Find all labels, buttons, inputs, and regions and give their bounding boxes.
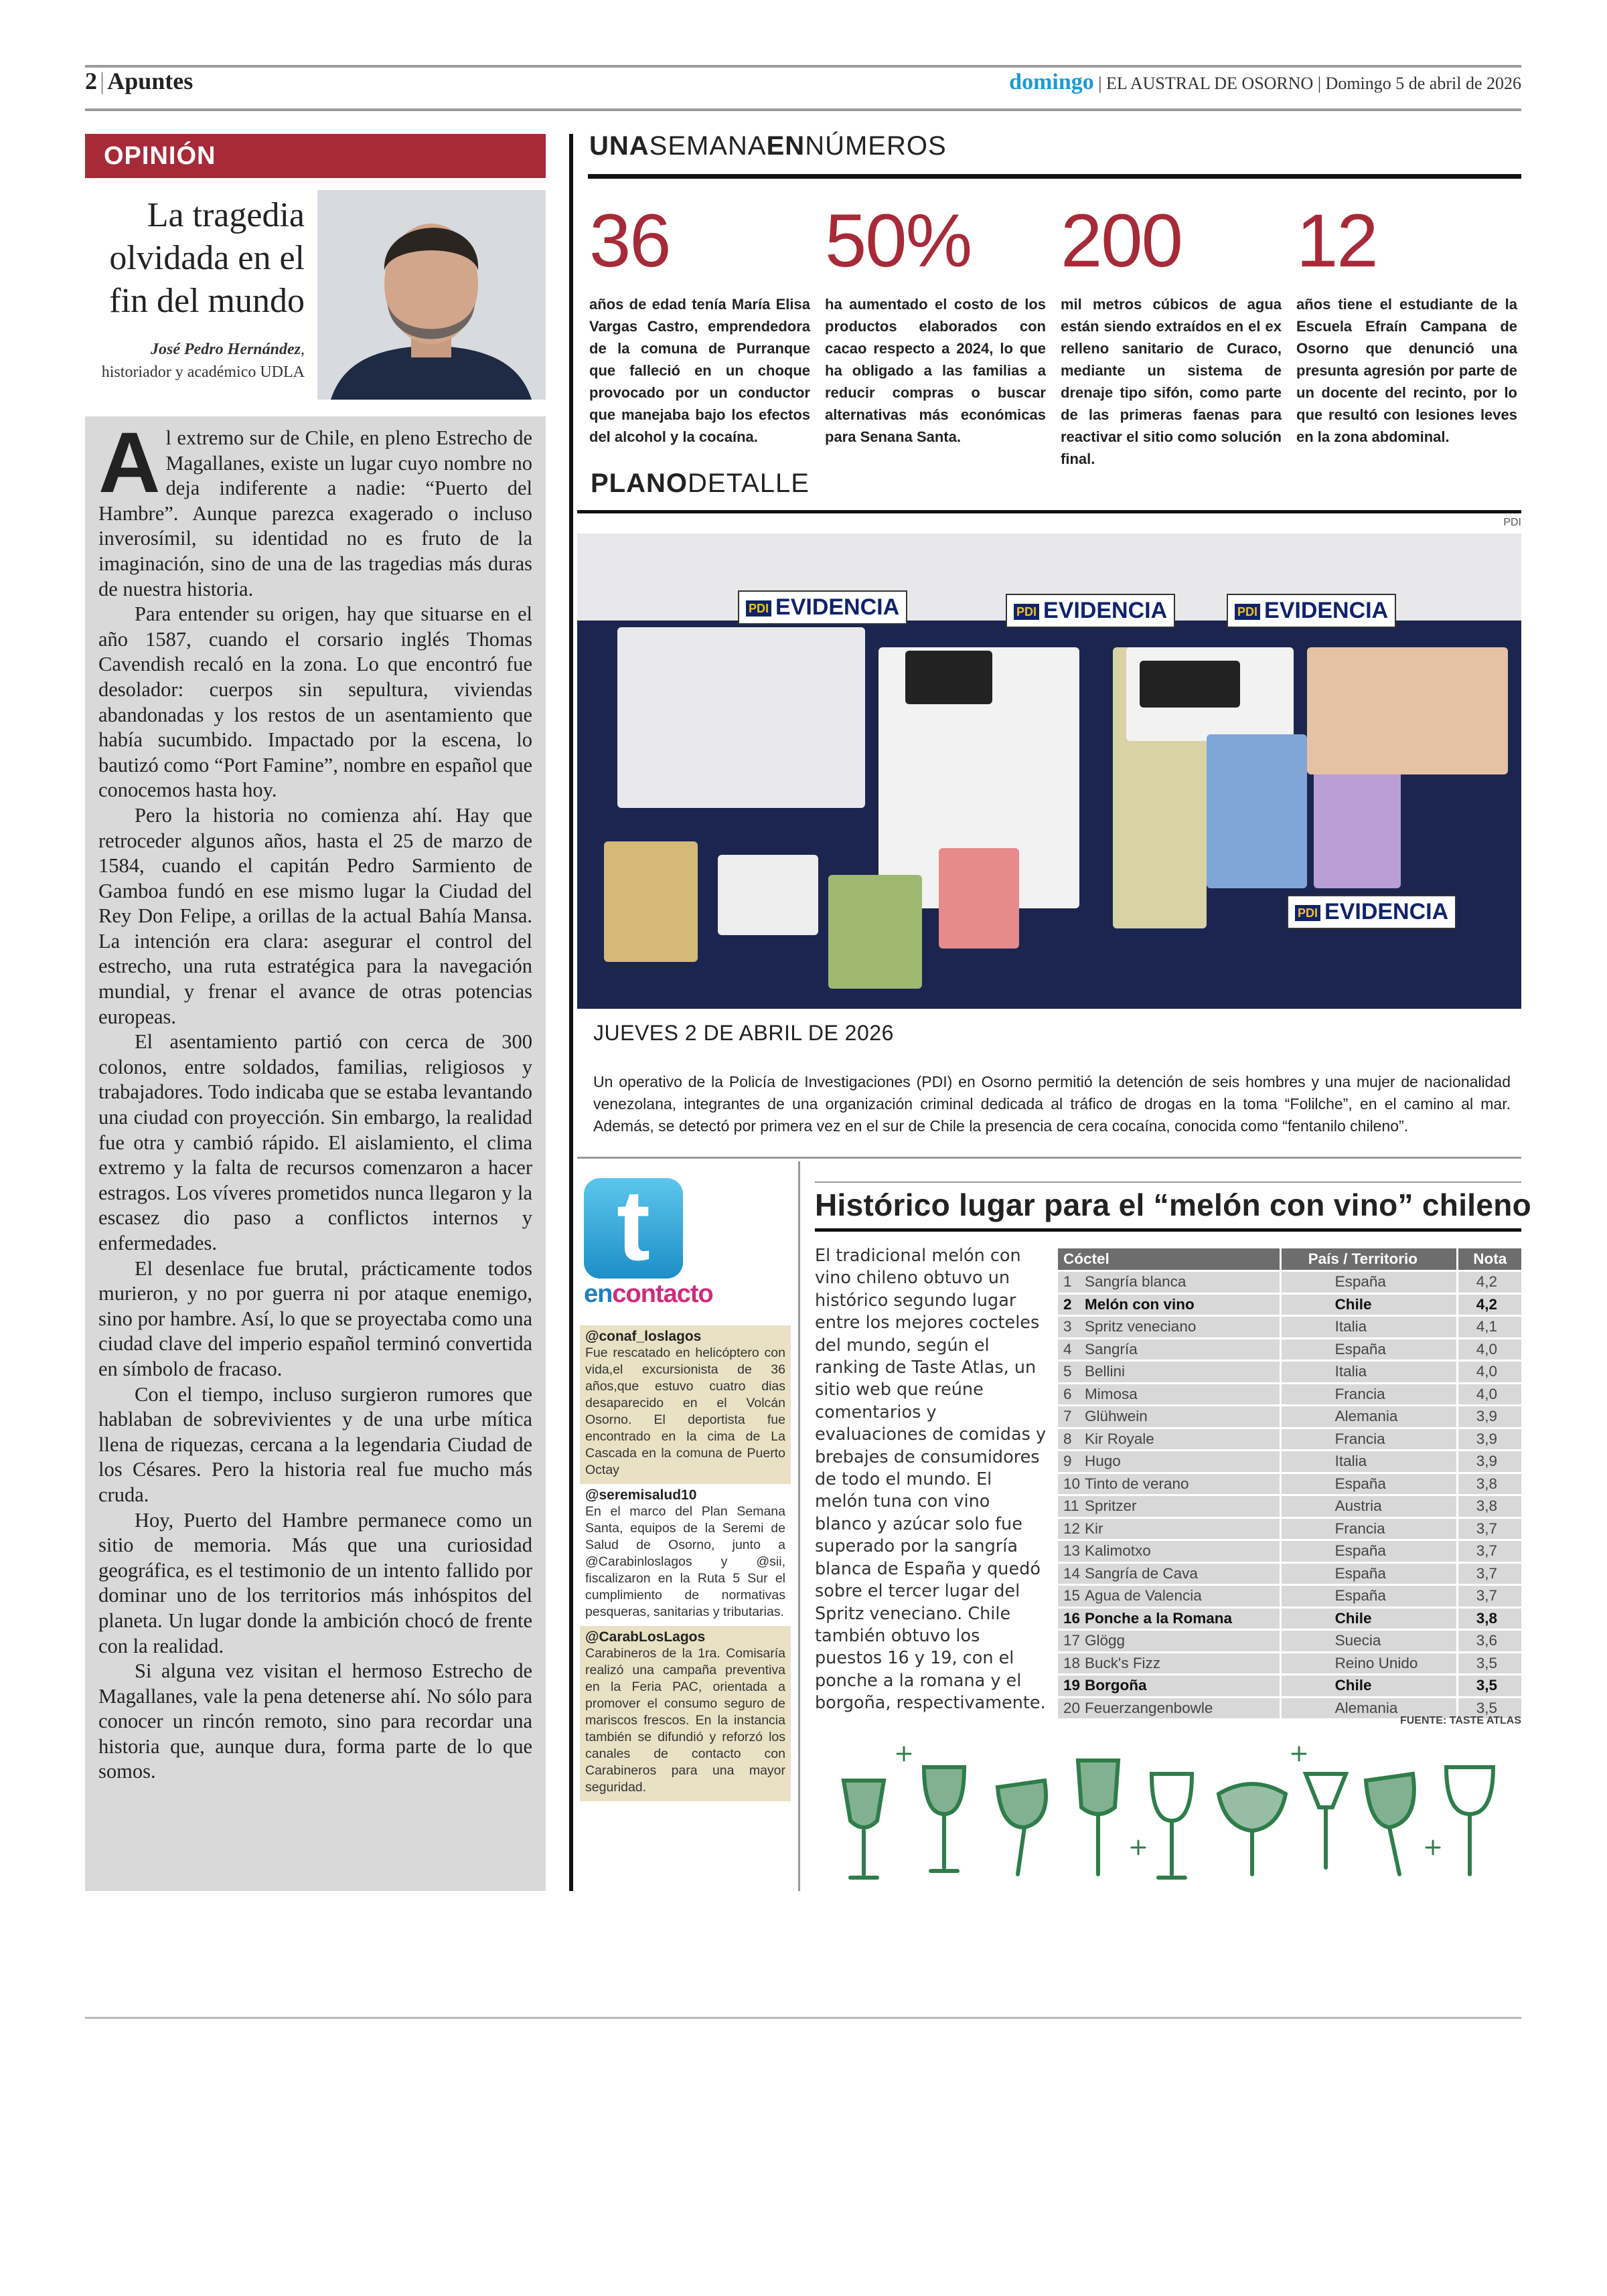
page-number: 2	[85, 68, 97, 94]
cocktail-name: Melón con vino	[1085, 1295, 1195, 1313]
column-divider	[798, 1161, 800, 1891]
table-row	[1058, 1586, 1521, 1607]
table-row	[1058, 1272, 1521, 1293]
byline	[87, 338, 305, 384]
cocktail-name: Agua de Valencia	[1085, 1587, 1202, 1605]
table-row	[1058, 1541, 1521, 1562]
country-cell: Chile	[1280, 1609, 1457, 1629]
country-cell: España	[1280, 1541, 1457, 1562]
rank: 3	[1063, 1318, 1072, 1335]
paragraph: Pero la historia no comienza ahí. Hay que retroceder algunos años, hasta el 25 de marzo de 1584, cuando el capitán Pedro Sarmiento de Gamboa fundó en ese mismo lugar la Ciudad del Rey Don Felipe, a orillas de la actual Bahía Mansa. La intención era clara: asegurar el control del estrecho, una ruta estratégica para la navegación mundial, y frenar el avance de otras potencias europeas.	[98, 803, 532, 1028]
cocktail-cell	[1058, 1519, 1280, 1540]
table-row	[1058, 1317, 1521, 1337]
table-row	[1058, 1609, 1521, 1629]
tweet-list	[580, 1325, 791, 1801]
big-number: 50%	[825, 199, 972, 282]
big-number: 12	[1296, 199, 1377, 282]
cocktail-cell	[1058, 1653, 1280, 1674]
col-header-country: País / Territorio	[1280, 1248, 1457, 1270]
rank: 10	[1063, 1475, 1081, 1492]
twitter-icon: t	[584, 1178, 683, 1279]
country-cell: Reino Unido	[1280, 1653, 1457, 1674]
cocktail-name: Tinto de verano	[1085, 1475, 1189, 1492]
tweet-text: Fue rescatado en helicóptero con vida,el excursionista de 36 años,que estuvo cuatro dias desaparecido en el Volcán Osorno. El deportista fue encontrado en la cima de La Cascada en la comuna de Puerto Octay	[585, 1345, 785, 1477]
cocktail-cell	[1058, 1609, 1280, 1629]
score-cell: 4,0	[1456, 1362, 1521, 1382]
rank: 9	[1063, 1453, 1072, 1470]
country-cell: Italia	[1280, 1451, 1457, 1472]
cocktail-name: Kalimotxo	[1085, 1542, 1151, 1560]
table-row	[1058, 1675, 1521, 1696]
cocktail-name: Feuerzangenbowle	[1085, 1699, 1213, 1716]
cocktail-cell	[1058, 1451, 1280, 1472]
cocktail-name: Buck's Fizz	[1085, 1654, 1161, 1671]
cocktail-name: Borgoña	[1085, 1677, 1147, 1694]
cocktail-cell	[1058, 1541, 1280, 1562]
cocktail-cell	[1058, 1496, 1280, 1517]
cocktail-name: Kir Royale	[1085, 1430, 1154, 1447]
number-description: mil metros cúbicos de agua están siendo extraídos en el ex relleno sanitario de Curaco, mediante un sistema de drenaje tipo sifón, como parte de las primeras faenas para reactivar el sitio como solución final.	[1061, 296, 1282, 467]
table-row	[1058, 1496, 1521, 1517]
rank: 19	[1063, 1677, 1081, 1694]
rank: 20	[1063, 1699, 1081, 1716]
cocktail-ranking-table	[1058, 1246, 1521, 1720]
score-cell: 3,8	[1456, 1496, 1521, 1517]
masthead: domingo | EL AUSTRAL DE OSORNO | Domingo 5 de abril de 2026	[1009, 70, 1521, 94]
paragraph: Con el tiempo, incluso surgieron rumores que hablaban de sobrevivientes y de una urbe mítica llena de riquezas, cercana a la legendaria Ciudad de los Césares. Pero la historia real fue mucho más cruda.	[98, 1382, 532, 1506]
table-row	[1058, 1519, 1521, 1540]
glass-icon	[1219, 1784, 1286, 1874]
cocktail-name: Mimosa	[1085, 1385, 1138, 1402]
sparkle-icon	[897, 1747, 1440, 1854]
table-row	[1058, 1362, 1521, 1382]
cocktail-name: Hugo	[1085, 1453, 1121, 1470]
col-header-score: Nota	[1456, 1248, 1521, 1270]
table-row	[1058, 1474, 1521, 1495]
cocktail-cell	[1058, 1698, 1280, 1719]
score-cell: 3,5	[1456, 1698, 1521, 1719]
table-source: FUENTE: TASTE ATLAS	[1399, 1715, 1521, 1726]
table-row	[1058, 1429, 1521, 1450]
paragraph: l extremo sur de Chile, en pleno Estrecho de Magallanes, existe un lugar cuyo nombre no deja indiferente a nadie: “Puerto del Hambre”. Aunque parezca exagerado o incluso inverosímil, su identidad no es fruto de la imaginación, sino de una de las tragedias más duras de nuestra historia.	[98, 426, 532, 600]
table-row	[1058, 1295, 1521, 1315]
evidence-sign: PDI EVIDENCIA	[1227, 594, 1396, 628]
tweet-handle[interactable]: @conaf_loslagos	[585, 1329, 702, 1344]
big-number: 36	[589, 199, 670, 282]
glass-icon	[924, 1767, 964, 1871]
cocktail-cell	[1058, 1429, 1280, 1450]
drop-cap: A	[98, 415, 161, 511]
col-header-cocktail: Cóctel	[1058, 1248, 1280, 1270]
country-cell: Chile	[1280, 1295, 1457, 1315]
tweet-text: Carabineros de la 1ra. Comisaría realizó una campaña preventiva en la Feria PAC, orientada a promover el consumo seguro de mariscos frescos. En la instancia también se difundió y reforzó los canales de contacto con Carabineros para una mayor seguridad.	[585, 1646, 785, 1795]
cocktail-cell	[1058, 1586, 1280, 1607]
score-cell: 3,5	[1456, 1653, 1521, 1674]
country-cell: España	[1280, 1586, 1457, 1607]
melon-headline: Histórico lugar para el “melón con vino” chileno	[815, 1181, 1521, 1232]
author-name: José Pedro Hernández	[151, 341, 301, 358]
cocktail-cell	[1058, 1675, 1280, 1696]
rank: 1	[1063, 1273, 1072, 1291]
rank: 16	[1063, 1609, 1081, 1627]
paragraph: Para entender su origen, hay que situarse en el año 1587, cuando el corsario inglés Thomas Cavendish recaló en la zona. Lo que encontró fue desolador: cuerpos sin sepultura, viviendas abandonadas y los restos de un asentamiento que había sucumbido. Impactado por la escena, lo bautizó como “Port Famine”, nombre en español que conocemos hasta hoy.	[98, 602, 532, 802]
top-rule	[85, 65, 1521, 68]
cocktail-name: Ponche a la Romana	[1085, 1609, 1233, 1627]
photo-date: JUEVES 2 DE ABRIL DE 2026	[593, 1021, 894, 1045]
paragraph: El asentamiento partió con cerca de 300 colonos, entre soldados, familias, religiosos y trabajadores. Todo indicaba que se estaba levantando una ciudad con proyección. Sin embargo, la realidad fue otra y cambió rápido. El aislamiento, el clima extremo y la falta de recursos comenzaron a hacer estragos. Los víveres prometidos nunca llegaron y la escasez dio paso a conflictos internos y enfermedades.	[98, 1030, 532, 1254]
country-cell: Italia	[1280, 1362, 1457, 1382]
newspaper-name: EL AUSTRAL DE OSORNO	[1105, 74, 1314, 93]
rank: 13	[1063, 1542, 1081, 1560]
glass-icon	[844, 1781, 884, 1878]
numbers-rule	[588, 174, 1521, 179]
country-cell: Suecia	[1280, 1631, 1457, 1651]
cocktail-cell	[1058, 1474, 1280, 1495]
cocktail-name: Spritzer	[1085, 1497, 1137, 1515]
score-cell: 3,7	[1456, 1586, 1521, 1607]
glass-icon	[1152, 1774, 1192, 1878]
table-row	[1058, 1451, 1521, 1472]
table-row	[1058, 1406, 1521, 1427]
tweet-text: En el marco del Plan Semana Santa, equipos de la Seremi de Salud de Osorno, junto a @Carabinloslagos y @sii, fiscalizaron en la Ruta 5 Sur el cumplimiento de normativas pesqueras, sanitarias y tributarias.	[585, 1504, 785, 1619]
glass-icon	[1446, 1767, 1493, 1874]
tweet-handle[interactable]: @CarabLosLagos	[585, 1629, 706, 1645]
tweet-handle[interactable]: @seremisalud10	[585, 1487, 697, 1503]
opinion-label: OPINIÓN	[85, 134, 546, 178]
rank: 2	[1063, 1295, 1072, 1313]
rank: 12	[1063, 1520, 1081, 1537]
plano-title: PLANODETALLE	[591, 469, 810, 498]
cocktail-cell	[1058, 1295, 1280, 1315]
cocktail-name: Sangría de Cava	[1085, 1564, 1198, 1582]
evidence-sign: PDI EVIDENCIA	[1006, 594, 1175, 628]
score-cell: 3,9	[1456, 1451, 1521, 1472]
score-cell: 4,1	[1456, 1317, 1521, 1337]
score-cell: 4,0	[1456, 1339, 1521, 1360]
table-row	[1058, 1631, 1521, 1651]
cocktail-cell	[1058, 1406, 1280, 1427]
tweet	[580, 1325, 791, 1484]
tweet	[580, 1626, 791, 1801]
score-cell: 3,7	[1456, 1564, 1521, 1584]
wine-glasses-illustration	[824, 1740, 1521, 1891]
score-cell: 3,8	[1456, 1474, 1521, 1495]
number-item	[589, 201, 810, 448]
country-cell: España	[1280, 1339, 1457, 1360]
score-cell: 3,6	[1456, 1631, 1521, 1651]
cocktail-cell	[1058, 1564, 1280, 1584]
issue-date: Domingo 5 de abril de 2026	[1325, 74, 1521, 93]
country-cell: España	[1280, 1272, 1457, 1293]
rank: 5	[1063, 1363, 1072, 1380]
cocktail-name: Kir	[1085, 1520, 1103, 1537]
section-rule	[577, 1157, 1521, 1159]
paragraph: El desenlace fue brutal, prácticamente todos murieron, y no por guerra ni por ataque enemigo, sino por hambre. Así, lo que se proyectaba como una ciudad clave del imperio español terminó convertida en símbolo de fracaso.	[98, 1256, 532, 1380]
photo-credit: PDI	[1503, 517, 1521, 528]
number-description: años tiene el estudiante de la Escuela Efraín Campana de Osorno que denunció una presunta agresión por parte de un docente del recinto, por lo que resultó con lesiones leves en la zona abdominal.	[1296, 296, 1517, 445]
glass-icon	[1366, 1774, 1414, 1874]
tweet	[580, 1484, 791, 1626]
rank: 18	[1063, 1654, 1081, 1671]
melon-body: El tradicional melón con vino chileno obtuvo un histórico segundo lugar entre los mejores cocteles del mundo, según el ranking de Taste Atlas, un sitio web que reúne comentarios y evaluaciones de comidas y brebajes de consumidores de todo el mundo. El melón tuna con vino blanco y azúcar solo fue superado por la sangría blanca de España y quedó sobre el tercer lugar del Spritz veneciano. Chile también obtuvo los puestos 16 y 19, con el ponche a la romana y el borgoña, respectivamente.	[815, 1246, 1047, 1714]
cocktail-name: Glühwein	[1085, 1408, 1148, 1425]
evidence-sign: PDI EVIDENCIA	[1287, 895, 1456, 929]
score-cell: 3,9	[1456, 1406, 1521, 1427]
cocktail-cell	[1058, 1362, 1280, 1382]
rank: 15	[1063, 1587, 1081, 1605]
author-role: , historiador y académico UDLA	[101, 341, 305, 381]
country-cell: Alemania	[1280, 1406, 1457, 1427]
score-cell: 3,7	[1456, 1541, 1521, 1562]
glass-icon	[1306, 1774, 1346, 1868]
rank: 6	[1063, 1385, 1072, 1402]
rank: 8	[1063, 1430, 1072, 1447]
rank: 17	[1063, 1632, 1081, 1649]
score-cell: 4,2	[1456, 1295, 1521, 1315]
cocktail-cell	[1058, 1272, 1280, 1293]
cocktail-cell	[1058, 1631, 1280, 1651]
glass-icon	[998, 1781, 1046, 1874]
table-row	[1058, 1384, 1521, 1405]
cocktail-name: Sangría blanca	[1085, 1273, 1187, 1291]
number-item	[1296, 201, 1517, 448]
score-cell: 4,0	[1456, 1384, 1521, 1405]
number-item	[825, 201, 1046, 448]
page-section: 2 | Apuntes	[85, 68, 194, 94]
big-number: 200	[1061, 199, 1182, 282]
rank: 4	[1063, 1340, 1072, 1358]
table-row	[1058, 1564, 1521, 1584]
brand: domingo	[1009, 70, 1094, 94]
country-cell: España	[1280, 1564, 1457, 1584]
author-photo	[317, 190, 546, 400]
evidence-sign: PDI EVIDENCIA	[738, 590, 907, 625]
column-divider	[569, 134, 573, 1891]
country-cell: Italia	[1280, 1317, 1457, 1337]
table-row	[1058, 1339, 1521, 1360]
cocktail-name: Glögg	[1085, 1632, 1126, 1649]
country-cell: Francia	[1280, 1519, 1457, 1540]
header-rule	[85, 108, 1521, 111]
evidence-photo	[577, 534, 1521, 1009]
table-row	[1058, 1653, 1521, 1674]
country-cell: Francia	[1280, 1384, 1457, 1405]
rank: 7	[1063, 1408, 1072, 1425]
country-cell: Alemania	[1280, 1698, 1457, 1719]
country-cell: España	[1280, 1474, 1457, 1495]
paragraph: Si alguna vez visitan el hermoso Estrecho de Magallanes, vale la pena detenerse ahí. No sólo para conocer un rincón remoto, sino para recordar una historia que, aunque dura, forma parte de lo que somos.	[98, 1659, 532, 1783]
numbers-title: UNASEMANAENNÚMEROS	[589, 131, 947, 161]
opinion-article	[85, 416, 546, 1891]
cocktail-name: Sangría	[1085, 1340, 1138, 1358]
cocktail-cell	[1058, 1339, 1280, 1360]
footer-rule	[85, 2017, 1521, 2019]
cocktail-name: Spritz veneciano	[1085, 1318, 1197, 1335]
rank: 14	[1063, 1564, 1081, 1582]
opinion-headline: La tragedia olvidada en el fin del mundo	[109, 196, 305, 320]
number-description: años de edad tenía María Elisa Vargas Castro, emprendedora de la comuna de Purranque que falleció en un choque provocado por un conductor que manejaba bajo los efectos del alcohol y la cocaína.	[589, 296, 810, 445]
cocktail-cell	[1058, 1384, 1280, 1405]
paragraph: Hoy, Puerto del Hambre permanece como un sitio de memoria. Más que una curiosidad geográfica, es el testimonio de un intento fallido por dominar uno de los territorios más inhóspitos del planeta. Un lugar donde la ambición chocó de frente con la realidad.	[98, 1508, 532, 1657]
score-cell: 3,7	[1456, 1519, 1521, 1540]
glass-icon	[1078, 1760, 1118, 1874]
score-cell: 4,2	[1456, 1272, 1521, 1293]
score-cell: 3,5	[1456, 1675, 1521, 1696]
section-name: Apuntes	[107, 68, 194, 94]
cocktail-name: Bellini	[1085, 1363, 1126, 1380]
country-cell: Francia	[1280, 1429, 1457, 1450]
country-cell: Chile	[1280, 1675, 1457, 1696]
score-cell: 3,8	[1456, 1609, 1521, 1629]
photo-caption: Un operativo de la Policía de Investigaciones (PDI) en Osorno permitió la detención de seis hombres y una mujer de nacionalidad venezolana, integrantes de una organización criminal dedicada al tráfico de drogas en la toma “Folilche”, en el camino al mar. Además, se detectó por primera vez en el sur de Chile la presencia de cera cocaína, conocida como “fentanilo chileno”.	[593, 1073, 1511, 1135]
plano-rule	[577, 510, 1521, 513]
number-item	[1061, 201, 1282, 470]
encontacto-title: encontacto	[584, 1280, 713, 1308]
score-cell: 3,9	[1456, 1429, 1521, 1450]
country-cell: Austria	[1280, 1496, 1457, 1517]
cocktail-cell	[1058, 1317, 1280, 1337]
number-description: ha aumentado el costo de los productos elaborados con cacao respecto a 2024, lo que ha obligado a las familias a reducir compras o buscar alternativas más económicas para Senana Santa.	[825, 296, 1046, 445]
rank: 11	[1063, 1497, 1079, 1515]
